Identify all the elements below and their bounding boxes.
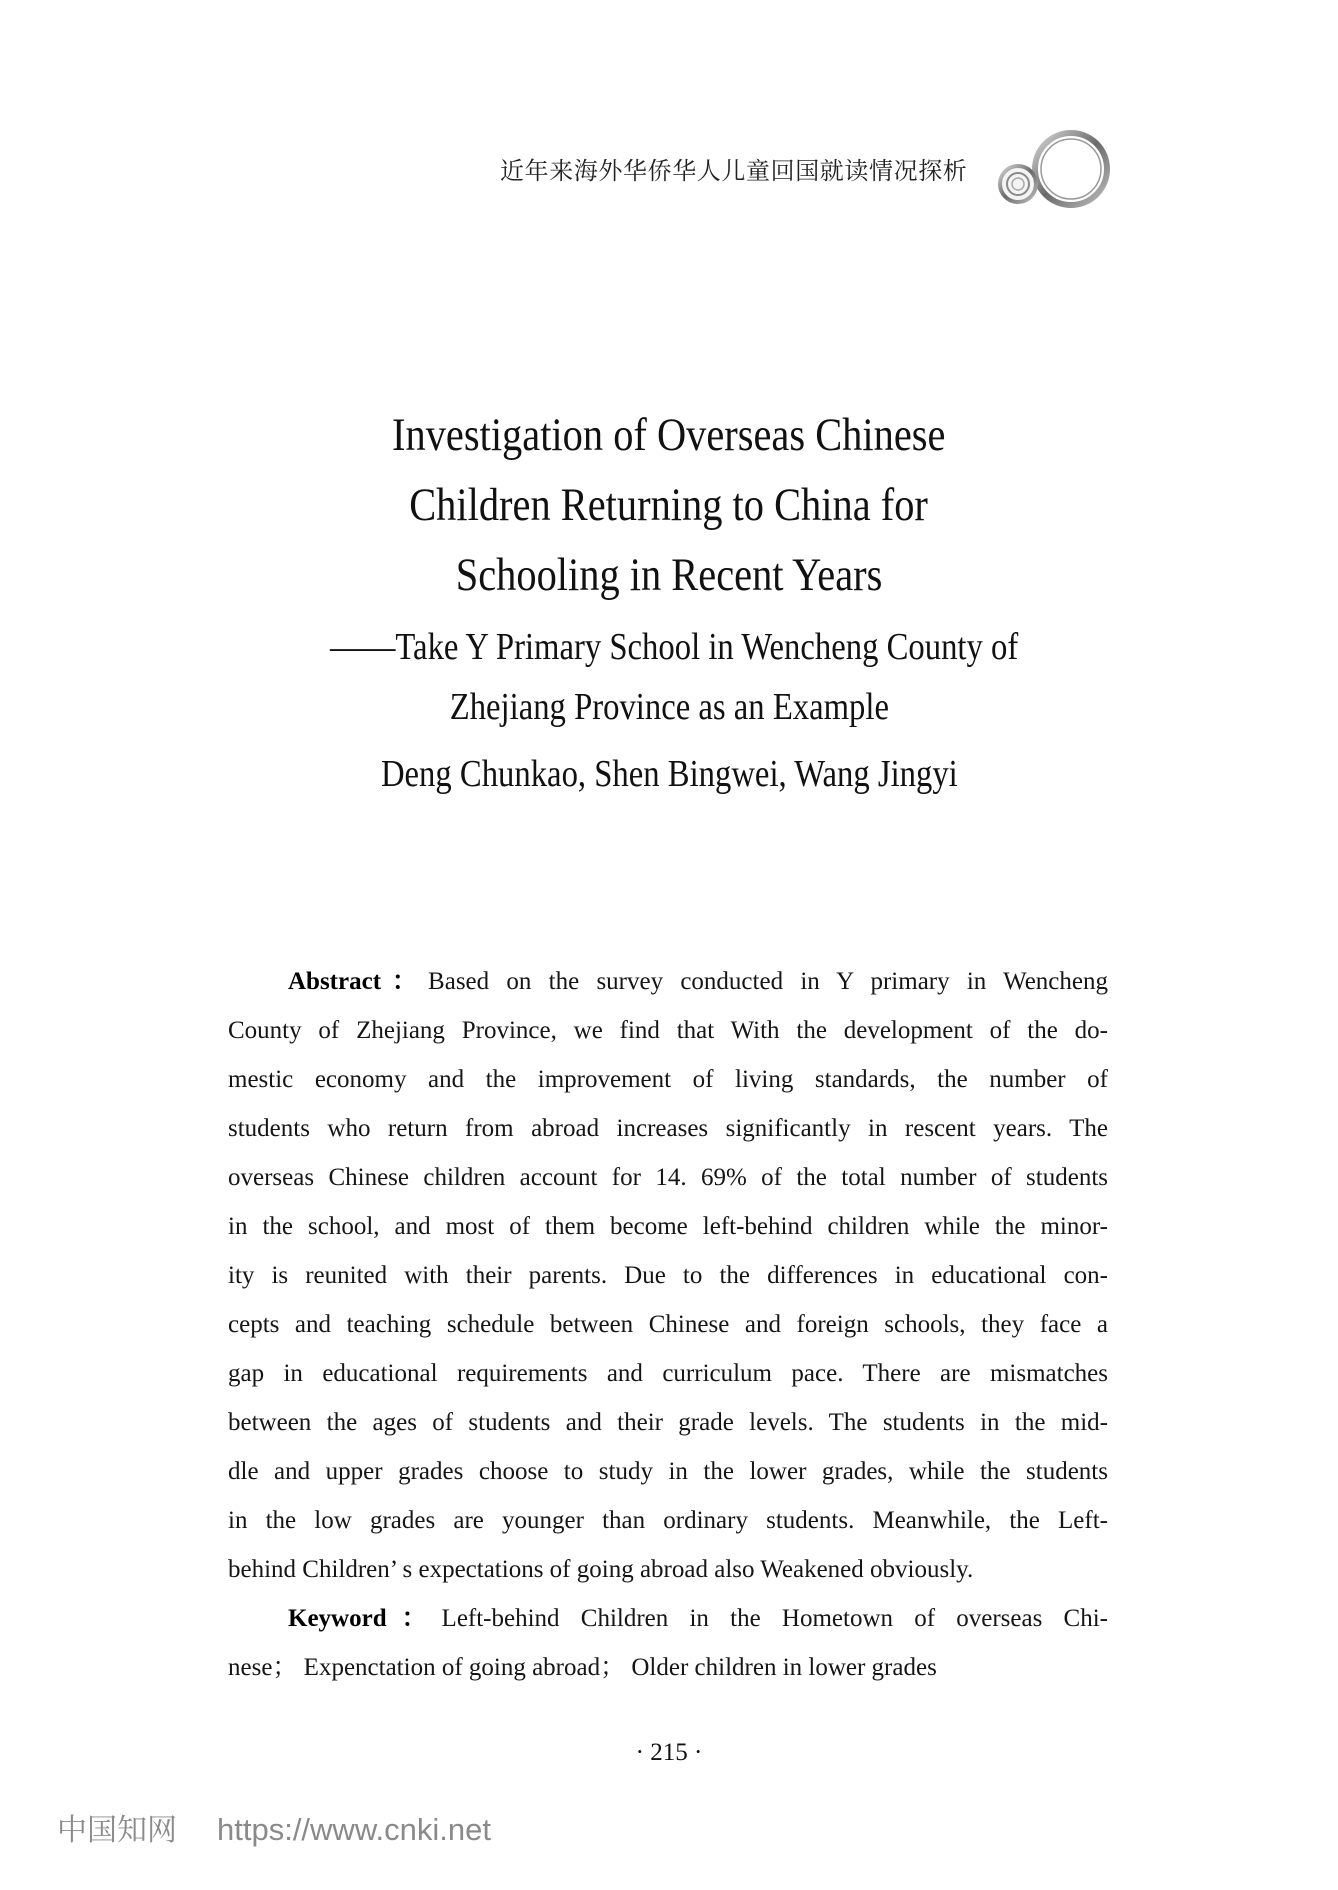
abstract-line: in the low grades are younger than ordinary students. Meanwhile, the Left- bbox=[228, 1507, 1108, 1534]
abstract-separator: ： bbox=[381, 968, 429, 995]
paper-title-line-2: Children Returning to China for bbox=[409, 479, 929, 531]
concentric-rings-icon bbox=[995, 126, 1115, 216]
cnki-watermark bbox=[57, 1808, 491, 1852]
keyword-line: nese； Expenctation of going abroad； Older children in lower grades bbox=[228, 1654, 937, 1681]
paper-authors: Deng Chunkao, Shen Bingwei, Wang Jingyi bbox=[380, 753, 958, 795]
abstract-line: students who return from abroad increases significantly in rescent years. The bbox=[228, 1115, 1108, 1142]
paper-subtitle-line-2: Zhejiang Province as an Example bbox=[449, 686, 889, 728]
abstract-line: overseas Chinese children account for 14. 69% of the total number of students bbox=[228, 1164, 1108, 1191]
paper-title-line-1: Investigation of Overseas Chinese bbox=[392, 409, 946, 461]
abstract-label: Abstract bbox=[288, 968, 382, 995]
abstract-line: in the school, and most of them become left-behind children while the minor- bbox=[228, 1213, 1108, 1240]
abstract-line: dle and upper grades choose to study in the lower grades, while the students bbox=[228, 1458, 1108, 1485]
keyword-line: Keyword：Left-behind Children in the Hometown of overseas Chi- bbox=[288, 1605, 1108, 1632]
abstract-line: mestic economy and the improvement of living standards, the number of bbox=[228, 1066, 1108, 1093]
abstract-line: between the ages of students and their grade levels. The students in the mid- bbox=[228, 1409, 1108, 1436]
paper-subtitle-line-1: ——Take Y Primary School in Wencheng County of bbox=[329, 626, 1019, 668]
abstract-line: gap in educational requirements and curriculum pace. There are mismatches bbox=[228, 1360, 1108, 1387]
abstract-line: cepts and teaching schedule between Chinese and foreign schools, they face a bbox=[228, 1311, 1108, 1338]
paper-title-line-3: Schooling in Recent Years bbox=[455, 549, 883, 601]
abstract-line: County of Zhejiang Province, we find that With the development of the do- bbox=[228, 1017, 1108, 1044]
abstract-line: behind Children’ s expectations of going abroad also Weakened obviously. bbox=[228, 1556, 974, 1583]
keyword-separator: ： bbox=[386, 1605, 442, 1632]
page-number: · 215 · bbox=[635, 1739, 703, 1766]
abstract-line: ity is reunited with their parents. Due to the differences in educational con- bbox=[228, 1262, 1108, 1289]
running-header-title: 近年来海外华侨华人儿童回国就读情况探析 bbox=[500, 157, 968, 185]
watermark-site-name: 中国知网 bbox=[57, 1813, 177, 1848]
abstract-line: Abstract：Based on the survey conducted in Y primary in Wencheng bbox=[288, 968, 1108, 995]
watermark-url[interactable]: https://www.cnki.net bbox=[217, 1812, 491, 1847]
keyword-label: Keyword bbox=[288, 1605, 387, 1632]
